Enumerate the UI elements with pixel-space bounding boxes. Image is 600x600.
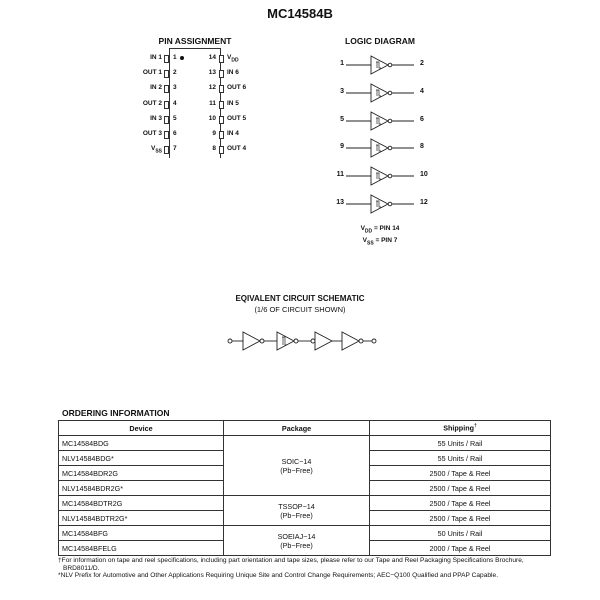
gate-output-pin: 6 (420, 116, 424, 123)
vdd-note: $V_{DD}$ = PIN 14 (360, 225, 400, 235)
column-header-device: Device (59, 421, 224, 436)
gate-output-pin: 12 (420, 199, 428, 206)
gate-input-pin: 1 (340, 60, 344, 67)
pin-label: OUT 5 (227, 114, 247, 122)
schmitt-inverter-icon (346, 194, 416, 214)
table-row (59, 526, 551, 541)
ordering-heading: ORDERING INFORMATION (62, 408, 170, 418)
shipping-cell: 2500 / Tape & Reel (370, 511, 551, 526)
table-row (59, 496, 551, 511)
pin-label: $V_{SS}$ (150, 145, 162, 155)
footnotes (58, 557, 552, 580)
shipping-cell: 55 Units / Rail (370, 436, 551, 451)
pin-number: 3 (173, 84, 177, 92)
gate-input-pin: 5 (340, 116, 344, 123)
footnote-shipping: †For information on tape and reel specifications, including part orientation and tape sizes, please refer to our Tape and Reel Packaging Specifications Brochure, BRD8011/D. (58, 557, 524, 572)
pin-label: OUT 4 (227, 145, 247, 153)
pin-number: 5 (173, 114, 177, 122)
pin-label: IN 6 (227, 69, 239, 77)
vss-note: $V_{SS}$ = PIN 7 (362, 237, 398, 247)
device-cell: MC14584BDTR2G (59, 496, 224, 511)
package-name: SOIC−14 (281, 456, 312, 466)
pin-label: IN 1 (150, 54, 162, 61)
gate-input-pin: 11 (336, 171, 344, 178)
column-header-shipping: Shipping† (370, 421, 551, 436)
shipping-cell: 2000 / Tape & Reel (370, 541, 551, 556)
package-note: (Pb−Free) (280, 540, 313, 550)
package-cell (224, 436, 370, 496)
package-cell (224, 496, 370, 526)
shipping-cell: 50 Units / Rail (370, 526, 551, 541)
equivalent-circuit-heading: EQIVALENT CIRCUIT SCHEMATIC (235, 294, 365, 303)
pin-number: 10 (208, 114, 216, 122)
package-cell (224, 526, 370, 556)
pin-number: 1 (173, 54, 177, 61)
pin-number: 14 (208, 54, 216, 61)
package-note: (Pb−Free) (280, 465, 313, 475)
device-cell: MC14584BDR2G (59, 466, 224, 481)
device-cell: NLV14584BDG* (59, 451, 224, 466)
pin-label: $V_{DD}$ (227, 54, 239, 64)
pin-number: 8 (212, 145, 216, 153)
shipping-cell: 2500 / Tape & Reel (370, 466, 551, 481)
pin-label: IN 2 (150, 84, 162, 92)
pin-label: IN 5 (227, 99, 239, 107)
schmitt-inverter-icon (346, 138, 416, 158)
pin-number: 11 (209, 99, 216, 107)
table-header-row (59, 421, 551, 436)
device-cell: NLV14584BDR2G* (59, 481, 224, 496)
schmitt-inverter-icon (346, 83, 416, 103)
pin-label: OUT 3 (142, 130, 162, 137)
device-cell: NLV14584BDTR2G* (59, 511, 224, 526)
footnote-nlv: *NLV Prefix for Automotive and Other Applications Requiring Unique Site and Control Change Requirements; AEC−Q100 Qualified and PPAP Capable. (58, 572, 499, 580)
gate-input-pin: 3 (340, 88, 344, 95)
pin-number: 7 (173, 145, 177, 153)
device-cell: MC14584BDG (59, 436, 224, 451)
schmitt-inverter-icon (346, 55, 416, 75)
ordering-table (58, 420, 551, 556)
pin-label: OUT 2 (142, 99, 162, 107)
pin-number: 9 (212, 130, 216, 137)
logic-diagram-heading: LOGIC DIAGRAM (345, 36, 415, 46)
pin-number: 12 (208, 84, 216, 92)
page-title: MC14584B (267, 6, 333, 21)
pin-label: IN 4 (227, 130, 239, 137)
package-name: TSSOP−14 (278, 501, 315, 511)
device-cell: MC14584BFELG (59, 541, 224, 556)
equivalent-circuit-schematic (220, 328, 380, 354)
package-name: SOEIAJ−14 (277, 531, 316, 541)
gate-output-pin: 10 (420, 171, 428, 178)
device-cell: MC14584BFG (59, 526, 224, 541)
pin-label: OUT 1 (142, 69, 162, 77)
gate-output-pin: 4 (420, 88, 424, 95)
shipping-cell: 2500 / Tape & Reel (370, 481, 551, 496)
logic-diagram (0, 0, 600, 260)
package-note: (Pb−Free) (280, 510, 313, 520)
power-notes (340, 224, 420, 249)
pin-number: 4 (173, 99, 177, 107)
schmitt-inverter-icon (346, 111, 416, 131)
gate-output-pin: 2 (420, 60, 424, 67)
schmitt-inverter-icon (346, 166, 416, 186)
shipping-cell: 2500 / Tape & Reel (370, 496, 551, 511)
equivalent-circuit-subheading: (1/6 OF CIRCUIT SHOWN) (254, 305, 346, 314)
gate-input-pin: 13 (336, 199, 344, 206)
pin-label: OUT 6 (227, 84, 247, 92)
pin-assignment-heading: PIN ASSIGNMENT (158, 36, 232, 46)
gate-input-pin: 9 (340, 143, 344, 150)
pin-label: IN 3 (150, 114, 162, 122)
pin-number: 13 (208, 69, 216, 77)
gate-output-pin: 8 (420, 143, 424, 150)
shipping-cell: 55 Units / Rail (370, 451, 551, 466)
table-row (59, 436, 551, 451)
column-header-package: Package (224, 421, 370, 436)
pin-number: 2 (173, 69, 177, 77)
pin-number: 6 (173, 130, 177, 137)
